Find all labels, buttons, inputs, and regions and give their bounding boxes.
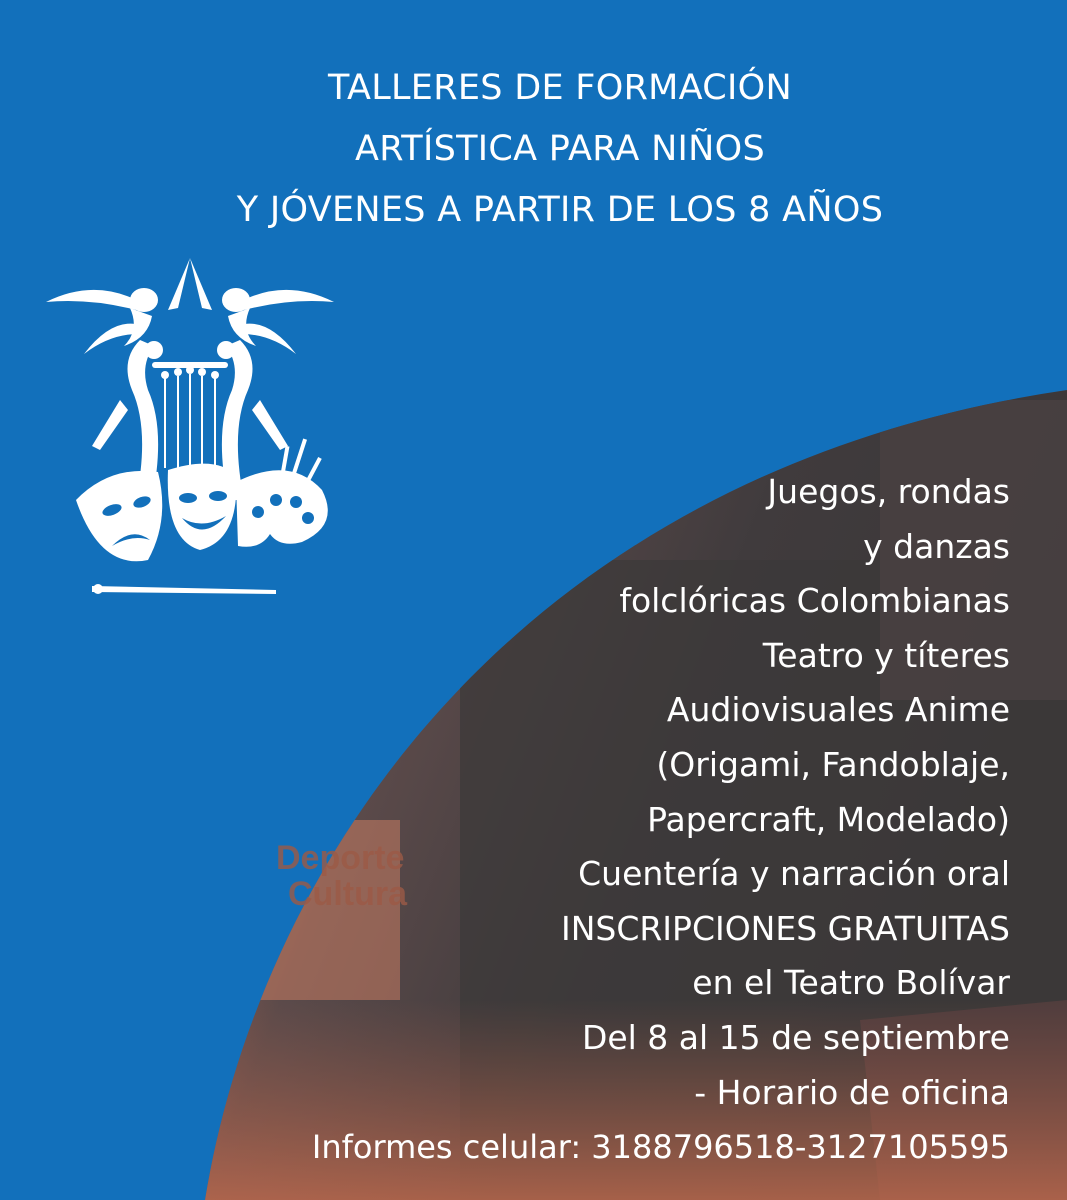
info-line-4: Teatro y títeres	[762, 635, 1010, 675]
info-line-10: en el Teatro Bolívar	[692, 963, 1010, 1003]
info-line-3: folclóricas Colombianas	[619, 581, 1010, 621]
headline-line-2: ARTÍSTICA PARA NIÑOS	[354, 129, 766, 169]
info-line-11: Del 8 al 15 de septiembre	[581, 1017, 1010, 1057]
sign-line-2: Cultura	[288, 875, 407, 913]
info-line-7: Papercraft, Modelado)	[647, 799, 1010, 839]
info-line-6: (Origami, Fandoblaje,	[656, 744, 1010, 784]
info-line-12: - Horario de oficina	[694, 1072, 1010, 1112]
info-line-5: Audiovisuales Anime	[666, 690, 1010, 730]
headline-line-3: Y JÓVENES A PARTIR DE LOS 8 AÑOS	[236, 190, 884, 230]
info-line-1: Juegos, rondas	[767, 472, 1010, 511]
info-line-8: Cuentería y narración oral	[578, 854, 1010, 894]
headline	[0, 58, 1067, 241]
workshop-info	[190, 465, 1010, 1175]
sign-line-1: Deporte	[276, 839, 405, 877]
headline-line-1: TALLERES DE FORMACIÓN	[328, 68, 792, 108]
info-line-9: INSCRIPCIONES GRATUITAS	[560, 908, 1010, 948]
contact-phones: Informes celular: 3188796518-3127105595	[311, 1128, 1010, 1167]
info-line-2: y danzas	[863, 526, 1010, 566]
